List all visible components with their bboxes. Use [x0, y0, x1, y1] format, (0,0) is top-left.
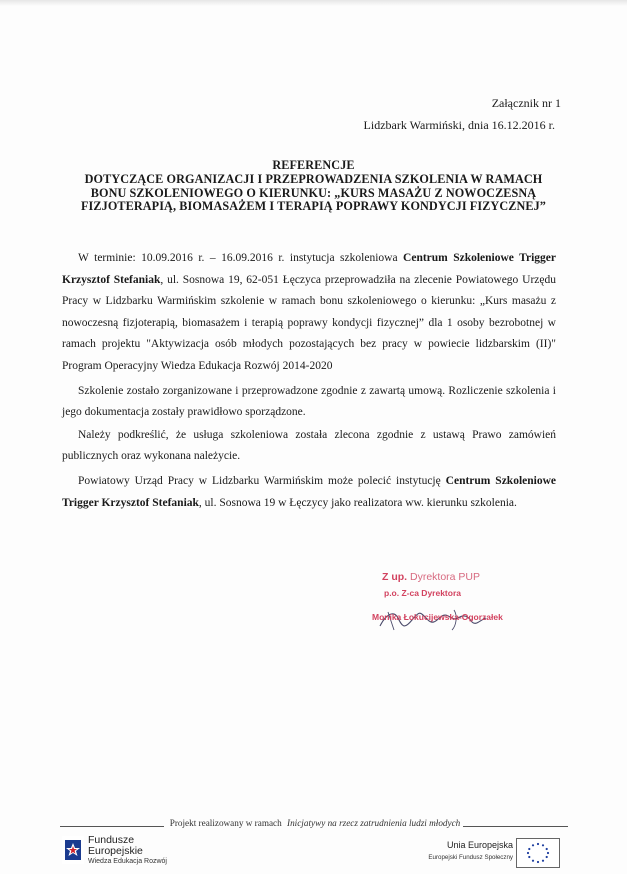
heading-line-4: FIZJOTERAPIĄ, BIOMASAŻEM I TERAPIĄ POPRAWY KONDYCJI FIZYCZNEJ” [81, 199, 546, 214]
institution-name-repeat: Centrum Szkoleniowe Trigger Krzysztof Stefaniak [62, 474, 556, 509]
fe-subtitle: Wiedza Edukacja Rozwój [88, 858, 167, 865]
paragraph-1 [62, 248, 556, 378]
paragraph-4-text-a: Powiatowy Urząd Pracy w Lidzbarku Warmińskim może polecić instytucję [78, 474, 446, 487]
paragraph-4-text-c: , ul. Sosnowa 19 w Łęczycy jako realizatora ww. kierunku szkolenia. [198, 496, 517, 509]
fe-name-1: Fundusze [88, 834, 135, 846]
footer-project-note [0, 818, 627, 828]
eu-name: Unia Europejska [446, 840, 513, 850]
footer-note-wrap [164, 818, 464, 828]
paragraph-1-text-a: W terminie: 10.09.2016 r. – 16.09.2016 r. instytucja szkoleniowa [78, 252, 404, 264]
official-stamp [372, 571, 552, 622]
scan-edge [0, 0, 627, 6]
institution-name: Centrum Szkoleniowe Trigger Krzysztof Stefaniak [62, 252, 557, 286]
paragraph-4 [62, 471, 556, 514]
stamp-line-1-b: Dyrektora PUP [410, 571, 481, 583]
annex-label: Załącznik nr 1 [491, 96, 561, 110]
footer-note-b: Inicjatywy na rzecz zatrudnienia ludzi młodych [287, 818, 461, 828]
stamp-line-2: p.o. Z-ca Dyrektora [384, 588, 461, 598]
document-body [62, 248, 556, 514]
eu-flag-icon [516, 838, 560, 868]
eu-fund-name: Europejski Fundusz Społeczny [428, 854, 513, 861]
eu-logo [418, 838, 578, 868]
document-heading [60, 159, 567, 214]
fe-star-icon [62, 836, 84, 864]
fundusze-europejskie-logo [62, 834, 192, 868]
fe-name-2: Europejskie [88, 845, 143, 857]
stamp-line-1 [372, 571, 552, 583]
paragraph-1-text-c: , ul. Sosnowa 19, 62-051 Łęczyca przeprowadziła na zlecenie Powiatowego Urzędu Pracy w Lidzbarku Warmińskim szkolenie w ramach bonu szkoleniowego o kierunku: „Kurs masażu z nowoczesną fizjoterapią, biomasażem i terapią poprawy kondycji fizycznej” dla 1 osoby bezrobotnej w ramach projektu "Aktywizacja osób młodych pozostających bez pracy w powiecie lidzbarskim (II)" Program Operacyjny Wiedza Edukacja Rozwój 2014-2020 [62, 273, 556, 372]
heading-line-2: DOTYCZĄCE ORGANIZACJI I PRZEPROWADZENIA SZKOLENIA W RAMACH [84, 171, 543, 186]
heading-line-1: REFERENCJE [272, 158, 355, 172]
stamp-line-3: Monika Łokucijewska-Ogorzałek [372, 612, 503, 622]
stamp-line-1-a: Z up. [382, 571, 410, 583]
paragraph-3: Należy podkreślić, że usługa szkoleniowa została zlecona zgodnie z ustawą Prawo zamówień publicznych oraz wykonana należycie. [62, 428, 556, 463]
heading-line-3: BONU SZKOLENIOWEGO O KIERUNKU: „KURS MASAŻU Z NOWOCZESNĄ [90, 185, 537, 200]
place-and-date: Lidzbark Warmiński, dnia 16.12.2016 r. [363, 118, 555, 132]
footer-note-a: Projekt realizowany w ramach [167, 818, 287, 828]
paragraph-2: Szkolenie zostało zorganizowane i przeprowadzone zgodnie z zawartą umową. Rozliczenie szkolenia i jego dokumentacja zostały prawidłowo sporządzone. [62, 384, 556, 419]
fe-name [88, 835, 143, 857]
